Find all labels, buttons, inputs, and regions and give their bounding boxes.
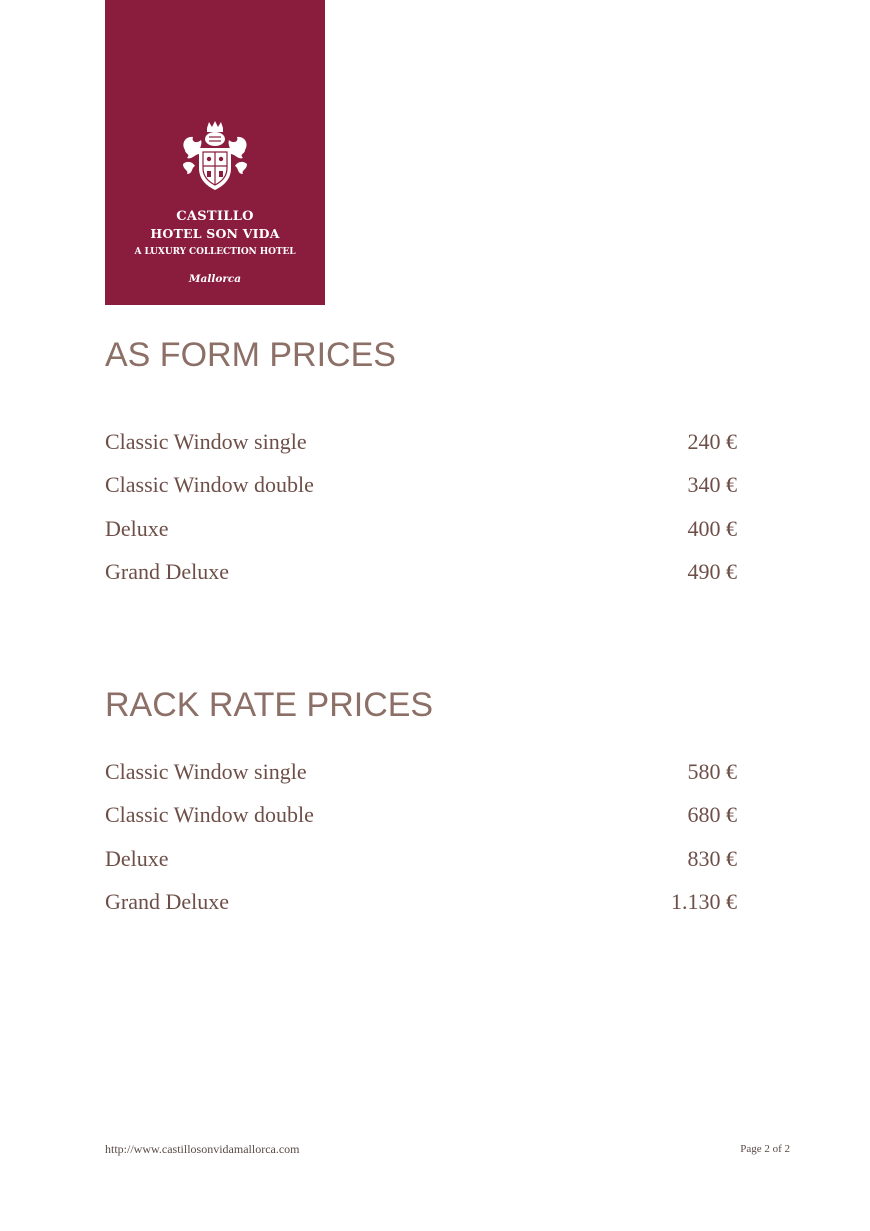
logo-collection-line: A LUXURY COLLECTION HOTEL xyxy=(134,247,296,257)
rack-rate-price-list xyxy=(105,759,737,932)
price-row xyxy=(105,889,737,932)
room-price: 340 € xyxy=(687,472,737,498)
page-number: Page 2 of 2 xyxy=(740,1143,790,1155)
room-price: 580 € xyxy=(687,759,737,784)
price-row xyxy=(105,429,737,472)
price-row xyxy=(105,472,737,515)
as-form-price-list xyxy=(105,429,737,602)
room-type: Classic Window double xyxy=(105,802,314,828)
room-type: Classic Window single xyxy=(105,429,307,454)
price-row xyxy=(105,559,737,602)
room-type: Classic Window double xyxy=(105,472,314,498)
room-type: Classic Window single xyxy=(105,759,307,784)
room-type: Deluxe xyxy=(105,515,169,541)
room-type: Deluxe xyxy=(105,845,169,871)
price-row xyxy=(105,802,737,845)
room-type: Grand Deluxe xyxy=(105,558,230,584)
price-row xyxy=(105,846,737,889)
logo-name-line: CASTILLO xyxy=(176,209,254,224)
as-form-prices-heading: AS FORM PRICES xyxy=(105,336,396,374)
rack-rate-prices-heading: RACK RATE PRICES xyxy=(105,686,434,724)
logo-location-line: Mallorca xyxy=(188,273,242,285)
price-row xyxy=(105,759,737,802)
room-type: Grand Deluxe xyxy=(105,888,230,914)
footer-url-link[interactable]: http://www.castillosonvidamallorca.com xyxy=(105,1142,300,1156)
logo-hotel-line: HOTEL SON VIDA xyxy=(150,226,280,241)
room-price: 400 € xyxy=(687,515,737,541)
price-row xyxy=(105,516,737,559)
room-price: 680 € xyxy=(687,802,737,828)
room-price: 1.130 € xyxy=(671,888,737,914)
coat-of-arms-icon xyxy=(179,120,251,195)
room-price: 490 € xyxy=(687,558,737,584)
hotel-logo xyxy=(105,0,325,305)
room-price: 830 € xyxy=(687,845,737,871)
room-price: 240 € xyxy=(687,429,737,454)
